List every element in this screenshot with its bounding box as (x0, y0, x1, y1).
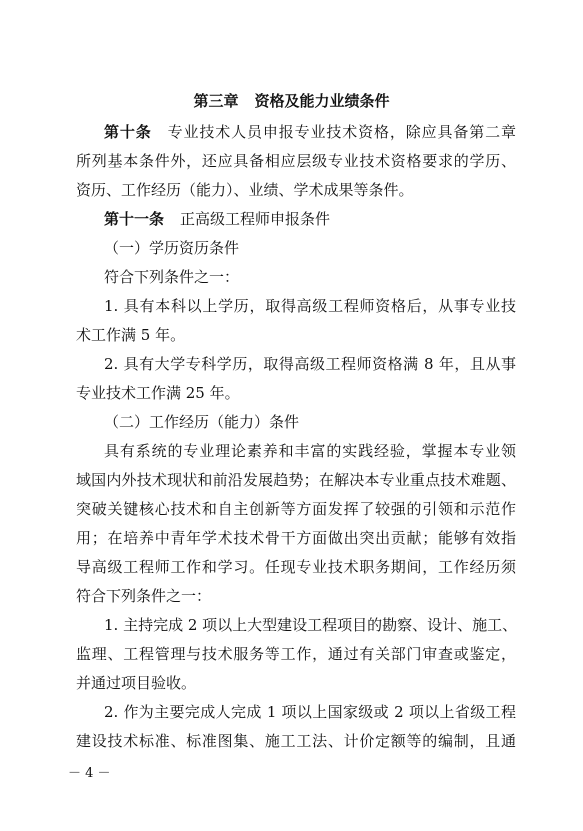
section-2-heading: （二）工作经历（能力）条件 (104, 413, 300, 431)
article-10-head: 第十条 (104, 123, 152, 141)
article-11-line (104, 206, 516, 232)
chapter-number: 第三章 (193, 92, 239, 110)
section-1-intro: 符合下列条件之一： (104, 268, 240, 286)
section-2-paragraph-line-1: 具有系统的专业理论素养和丰富的实践经验，掌握本专业领 (104, 442, 516, 460)
section-1-item-1-line-1: 1. 具有本科以上学历，取得高级工程师资格后，从事专业技 (104, 297, 516, 315)
article-11-head: 第十一条 (104, 210, 165, 228)
section-2-paragraph-line-4: 用；在培养中青年学术技术骨干方面做出突出贡献；能够有效指 (76, 529, 516, 547)
article-10-line-1 (104, 119, 516, 145)
chapter-name: 资格及能力业绩条件 (254, 92, 390, 110)
section-1-item-1-line-2: 术工作满 5 年。 (76, 326, 186, 344)
section-2-paragraph-line-3: 突破关键核心技术和自主创新等方面发挥了较强的引领和示范作 (76, 500, 516, 518)
section-2-paragraph-line-5: 导高级工程师工作和学习。任现专业技术职务期间，工作经历须 (76, 558, 516, 576)
page-number: － 4 － (68, 766, 111, 781)
section-2-item-2-line-1: 2. 作为主要完成人完成 1 项以上国家级或 2 项以上省级工程 (104, 703, 516, 721)
chapter-title (0, 88, 583, 114)
article-11-title: 正高级工程师申报条件 (180, 210, 331, 228)
section-2-paragraph-line-2: 域国内外技术现状和前沿发展趋势；在解决本专业重点技术难题、 (76, 471, 516, 489)
article-10-line-2: 所列基本条件外，还应具备相应层级专业技术资格要求的学历、 (76, 152, 516, 170)
section-2-item-1-line-1: 1. 主持完成 2 项以上大型建设工程项目的勘察、设计、施工、 (104, 616, 518, 634)
section-2-item-1-line-3: 并通过项目验收。 (76, 674, 197, 692)
section-2-paragraph-line-6: 符合下列条件之一： (76, 587, 212, 605)
section-1-item-2-line-1: 2. 具有大学专科学历，取得高级工程师资格满 8 年，且从事 (104, 355, 516, 373)
section-1-item-2-line-2: 专业技术工作满 25 年。 (76, 384, 240, 402)
section-2-item-1-line-2: 监理、工程管理与技术服务等工作，通过有关部门审查或鉴定， (76, 645, 516, 663)
section-2-item-2-line-2: 建设技术标准、标准图集、施工工法、计价定额等的编制，且通 (76, 732, 516, 750)
article-10-text-1: 专业技术人员申报专业技术资格，除应具备第二章 (167, 123, 516, 141)
article-10-line-3: 资历、工作经历（能力）、业绩、学术成果等条件。 (76, 181, 414, 199)
section-1-heading: （一）学历资历条件 (104, 239, 240, 257)
